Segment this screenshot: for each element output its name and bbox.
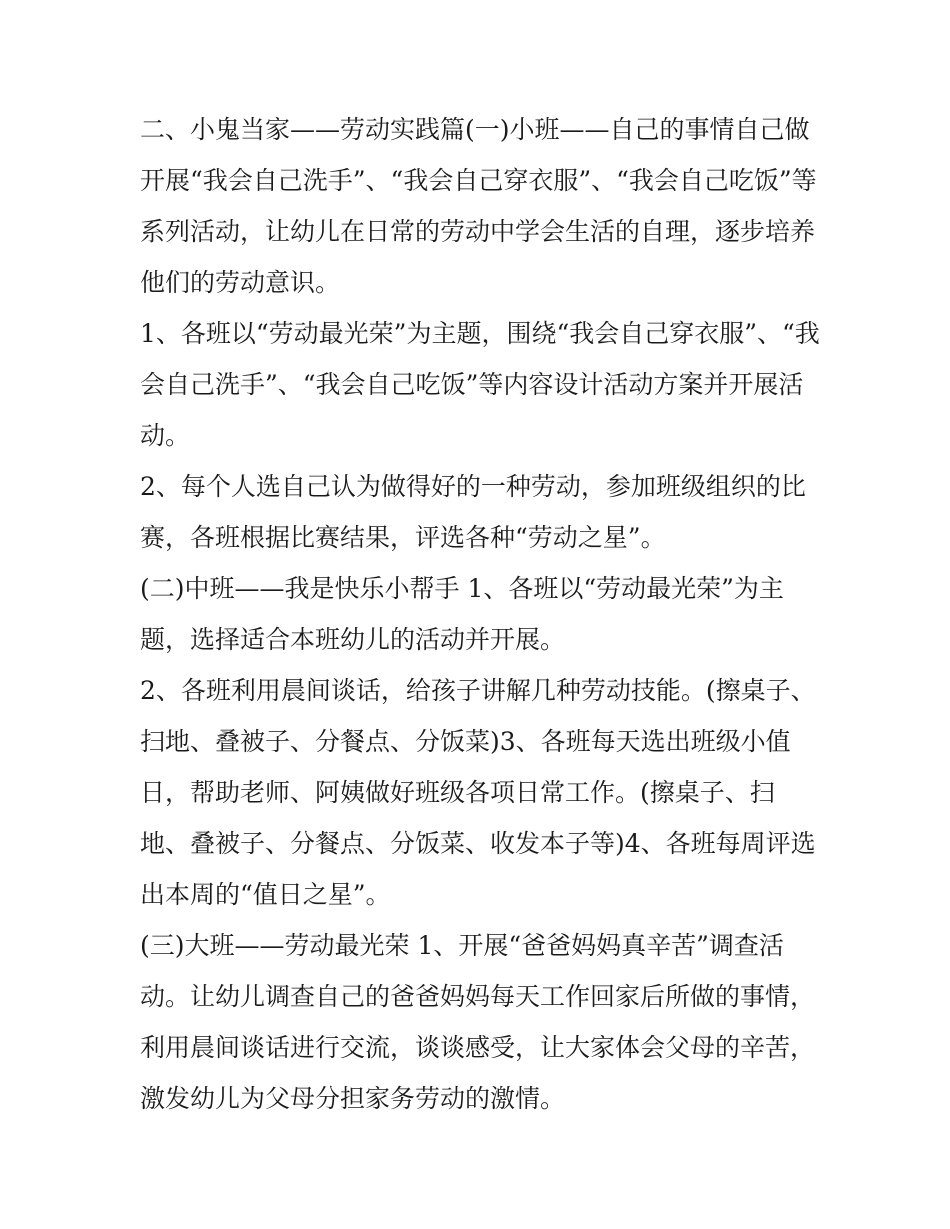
text-line: 二、小鬼当家——劳动实践篇(一)小班——自己的事情自己做 xyxy=(140,115,810,144)
text-line: 赛，各班根据比赛结果，评选各种“劳动之星”。 xyxy=(140,523,666,552)
text-line: 出本周的“值日之星”。 xyxy=(140,880,391,909)
text-line: (二)中班——我是快乐小帮手 1、各班以“劳动最光荣”为主 xyxy=(140,574,784,603)
text-line: 会自己洗手”、“我会自己吃饭”等内容设计活动方案并开展活 xyxy=(140,370,804,399)
text-line: 扫地、叠被子、分餐点、分饭菜)3、各班每天选出班级小值 xyxy=(140,727,791,756)
text-line: 系列活动，让幼儿在日常的劳动中学会生活的自理，逐步培养 xyxy=(140,217,816,246)
text-line: 动。让幼儿调查自己的爸爸妈妈每天工作回家后所做的事情， xyxy=(140,982,816,1011)
text-line: 开展“我会自己洗手”、“我会自己穿衣服”、“我会自己吃饭”等 xyxy=(140,166,817,195)
text-line: 动。 xyxy=(140,421,191,450)
text-line: 他们的劳动意识。 xyxy=(140,268,341,297)
text-line: 地、叠被子、分餐点、分饭菜、收发本子等)4、各班每周评选 xyxy=(140,829,816,858)
document-body xyxy=(140,104,820,1124)
text-line: 日，帮助老师、阿姨做好班级各项日常工作。(擦桌子、扫 xyxy=(140,778,775,807)
text-line: 题，选择适合本班幼儿的活动并开展。 xyxy=(140,625,566,654)
text-line: 利用晨间谈话进行交流，谈谈感受，让大家体会父母的辛苦， xyxy=(140,1033,816,1062)
text-line: 1、各班以“劳动最光荣”为主题，围绕“我会自己穿衣服”、“我 xyxy=(140,319,820,348)
text-line: 2、每个人选自己认为做得好的一种劳动，参加班级组织的比 xyxy=(140,472,806,501)
text-line: (三)大班——劳动最光荣 1、开展“爸爸妈妈真辛苦”调查活 xyxy=(140,931,784,960)
text-line: 激发幼儿为父母分担家务劳动的激情。 xyxy=(140,1084,566,1113)
text-line: 2、各班利用晨间谈话，给孩子讲解几种劳动技能。(擦桌子、 xyxy=(140,676,816,705)
